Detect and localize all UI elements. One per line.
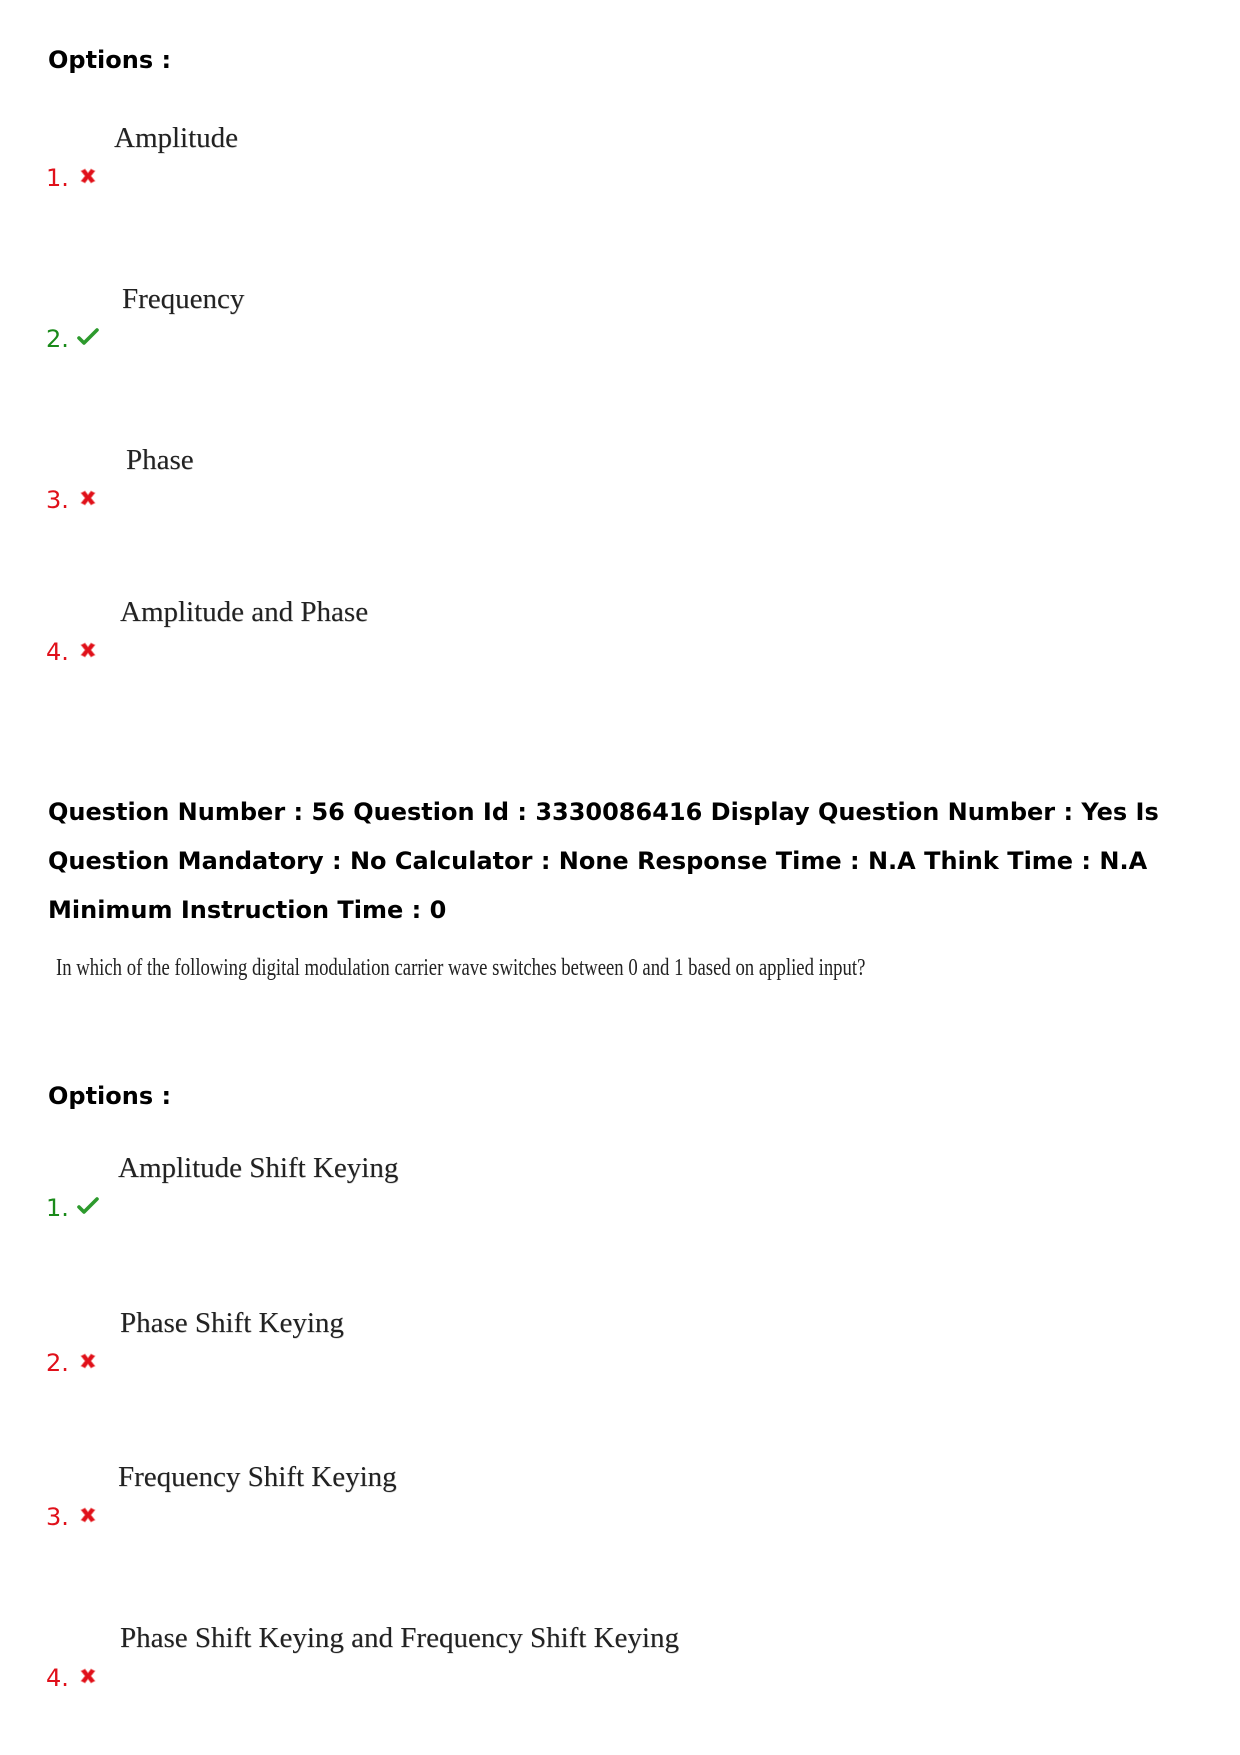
checkmark-icon xyxy=(76,1194,100,1218)
cross-icon xyxy=(76,486,100,510)
option-number: 2. xyxy=(46,1349,69,1377)
option-number: 3. xyxy=(46,1503,69,1531)
option-number: 3. xyxy=(46,486,69,514)
option-number: 4. xyxy=(46,1664,69,1692)
option-number: 4. xyxy=(46,638,69,666)
cross-icon xyxy=(76,1349,100,1373)
option-text: Phase xyxy=(126,444,194,476)
option-item xyxy=(46,1461,946,1531)
option-text: Frequency xyxy=(122,283,245,315)
cross-icon xyxy=(76,1503,100,1527)
option-text: Amplitude xyxy=(114,122,239,154)
option-text: Amplitude Shift Keying xyxy=(118,1152,399,1184)
option-number: 2. xyxy=(46,325,69,353)
option-item xyxy=(46,596,946,666)
option-item xyxy=(46,122,946,192)
question-text: In which of the following digital modulation carrier wave switches between 0 and 1 based on applied input? xyxy=(56,955,866,981)
option-item xyxy=(46,444,946,514)
option-item xyxy=(46,283,946,353)
option-item xyxy=(46,1622,946,1692)
option-number: 1. xyxy=(46,1194,69,1222)
option-text: Amplitude and Phase xyxy=(120,596,369,628)
option-text: Frequency Shift Keying xyxy=(118,1461,397,1493)
option-number: 1. xyxy=(46,164,69,192)
option-item xyxy=(46,1152,946,1222)
option-text: Phase Shift Keying xyxy=(120,1307,344,1339)
cross-icon xyxy=(76,1664,100,1688)
option-item xyxy=(46,1307,946,1377)
checkmark-icon xyxy=(76,325,100,349)
options-heading: Options : xyxy=(48,46,172,74)
cross-icon xyxy=(76,164,100,188)
option-text: Phase Shift Keying and Frequency Shift Keying xyxy=(120,1622,679,1654)
question-metadata: Question Number : 56 Question Id : 3330086416 Display Question Number : Yes Is Question Mandatory : No Calculator : None Response Time : N.A Think Time : N.A Minimum Instruction Time : 0 xyxy=(48,798,1159,924)
options-heading: Options : xyxy=(48,1082,172,1110)
cross-icon xyxy=(76,638,100,662)
